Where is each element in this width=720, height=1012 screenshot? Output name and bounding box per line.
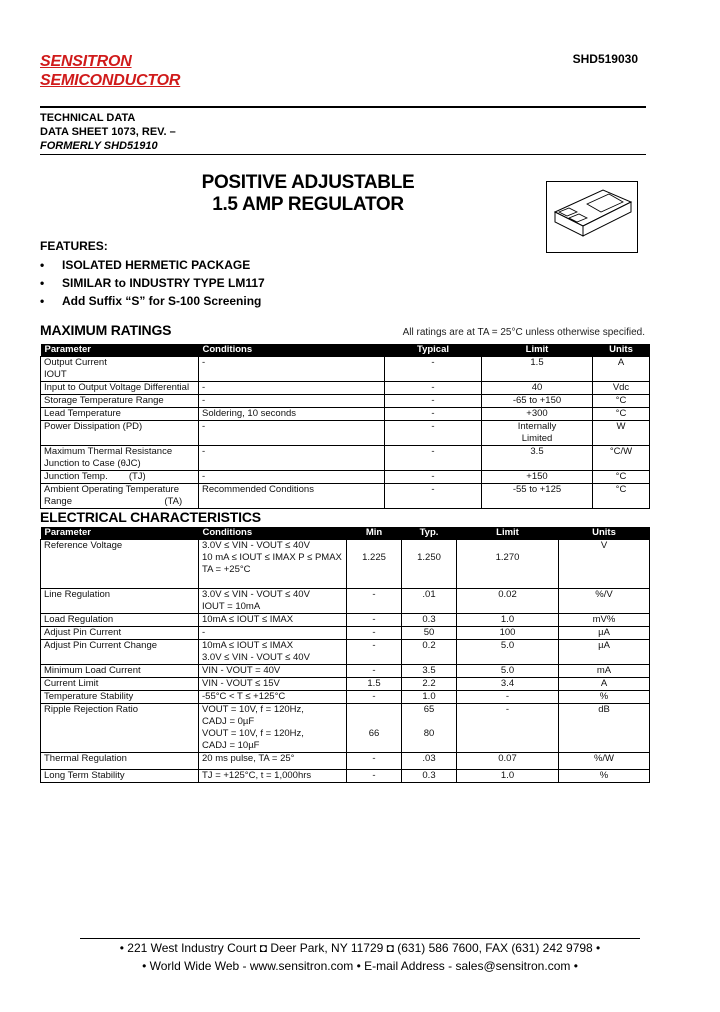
- table-cell: °C: [593, 395, 650, 408]
- table-row: [41, 357, 650, 382]
- table-row: [41, 540, 650, 589]
- table-row: [41, 627, 650, 640]
- table-cell: Line Regulation: [41, 589, 199, 614]
- table-cell: V: [559, 540, 650, 589]
- table-cell: 40: [482, 382, 593, 395]
- table-cell: Vdc: [593, 382, 650, 395]
- table-cell: A: [593, 357, 650, 382]
- table-cell: -: [199, 627, 347, 640]
- table-cell: Soldering, 10 seconds: [199, 408, 385, 421]
- column-header: Conditions: [199, 344, 385, 357]
- table-cell: Internally Limited: [482, 421, 593, 446]
- table-row: [41, 446, 650, 471]
- package-illustration: [546, 181, 638, 253]
- table-cell: .03: [402, 753, 457, 770]
- table-cell: -: [347, 640, 402, 665]
- footer-contact: • World Wide Web - www.sensitron.com • E-mail Address - sales@sensitron.com •: [142, 959, 578, 973]
- table-row: [41, 640, 650, 665]
- table-cell: Adjust Pin Current: [41, 627, 199, 640]
- electrical-table: [40, 527, 650, 783]
- table-cell: Maximum Thermal Resistance Junction to Case (θJC): [41, 446, 199, 471]
- table-row: [41, 678, 650, 691]
- table-cell: VIN - VOUT = 40V: [199, 665, 347, 678]
- table-cell: -: [347, 691, 402, 704]
- table-cell: VIN - VOUT ≤ 15V: [199, 678, 347, 691]
- table-cell: -55°C < T ≤ +125°C: [199, 691, 347, 704]
- table-cell: 5.0: [457, 640, 559, 665]
- table-cell: 1.270: [457, 540, 559, 589]
- ratings-note: All ratings are at TA = 25°C unless otherwise specified.: [402, 327, 645, 338]
- company-name-line2: SEMICONDUCTOR: [40, 72, 181, 89]
- table-cell: -: [199, 357, 385, 382]
- table-cell: mV%: [559, 614, 650, 627]
- table-cell: -: [457, 691, 559, 704]
- feature-item: • Add Suffix “S” for S-100 Screening: [40, 294, 262, 308]
- table-cell: -: [199, 395, 385, 408]
- table-cell: -: [385, 408, 482, 421]
- column-header: Typ.: [402, 527, 457, 540]
- table-cell: -: [385, 421, 482, 446]
- table-row: [41, 408, 650, 421]
- footer-divider: [80, 938, 640, 939]
- table-row: [41, 704, 650, 753]
- max-ratings-heading: MAXIMUM RATINGS: [40, 322, 172, 338]
- table-row: [41, 753, 650, 770]
- feature-item: • SIMILAR to INDUSTRY TYPE LM117: [40, 276, 265, 290]
- table-cell: 1.5: [482, 357, 593, 382]
- table-cell: Recommended Conditions: [199, 484, 385, 509]
- table-cell: 1.0: [402, 691, 457, 704]
- table-cell: %: [559, 770, 650, 783]
- table-cell: 3.5: [482, 446, 593, 471]
- table-cell: Input to Output Voltage Differential: [41, 382, 199, 395]
- table-cell: 65 80: [402, 704, 457, 753]
- company-name-line1: SENSITRON: [40, 53, 132, 70]
- title-line2: 1.5 AMP REGULATOR: [212, 194, 404, 215]
- table-cell: -: [199, 446, 385, 471]
- footer-address: • 221 West Industry Court ◘ Deer Park, NY 11729 ◘ (631) 586 7600, FAX (631) 242 9798 •: [119, 941, 601, 955]
- column-header: Conditions: [199, 527, 347, 540]
- table-cell: Lead Temperature: [41, 408, 199, 421]
- table-cell: Ambient Operating Temperature Range (TA): [41, 484, 199, 509]
- table-cell: 0.3: [402, 614, 457, 627]
- datasheet-number: DATA SHEET 1073, REV. –: [40, 126, 176, 138]
- table-cell: -: [347, 753, 402, 770]
- table-cell: Reference Voltage: [41, 540, 199, 589]
- table-cell: -: [385, 484, 482, 509]
- table-cell: Load Regulation: [41, 614, 199, 627]
- table-cell: Junction Temp. (TJ): [41, 471, 199, 484]
- table-cell: %/V: [559, 589, 650, 614]
- table-cell: 1.0: [457, 770, 559, 783]
- table-cell: 20 ms pulse, TA = 25°: [199, 753, 347, 770]
- table-cell: 100: [457, 627, 559, 640]
- package-drawing-icon: [547, 182, 637, 252]
- table-row: [41, 382, 650, 395]
- table-cell: 10mA ≤ IOUT ≤ IMAX 3.0V ≤ VIN - VOUT ≤ 40V: [199, 640, 347, 665]
- column-header: Units: [559, 527, 650, 540]
- bullet-icon: •: [40, 276, 45, 290]
- table-cell: .01: [402, 589, 457, 614]
- table-cell: 0.2: [402, 640, 457, 665]
- table-cell: °C: [593, 471, 650, 484]
- table-cell: -: [347, 589, 402, 614]
- table-cell: %/W: [559, 753, 650, 770]
- former-part-number: FORMERLY SHD51910: [40, 140, 158, 152]
- table-cell: -: [385, 395, 482, 408]
- table-header-row: [41, 344, 650, 357]
- table-cell: +150: [482, 471, 593, 484]
- table-cell: -65 to +150: [482, 395, 593, 408]
- table-cell: 2.2: [402, 678, 457, 691]
- table-cell: Storage Temperature Range: [41, 395, 199, 408]
- table-cell: 50: [402, 627, 457, 640]
- column-header: Limit: [482, 344, 593, 357]
- table-cell: -: [385, 446, 482, 471]
- table-cell: dB: [559, 704, 650, 753]
- table-cell: µA: [559, 627, 650, 640]
- table-cell: °C/W: [593, 446, 650, 471]
- table-cell: 10mA ≤ IOUT ≤ IMAX: [199, 614, 347, 627]
- table-row: [41, 421, 650, 446]
- table-cell: -: [347, 614, 402, 627]
- table-row: [41, 484, 650, 509]
- table-cell: Output Current IOUT: [41, 357, 199, 382]
- doc-info-divider: [40, 154, 646, 155]
- column-header: Parameter: [41, 527, 199, 540]
- table-cell: +300: [482, 408, 593, 421]
- title-line1: POSITIVE ADJUSTABLE: [201, 172, 415, 193]
- table-cell: 3.4: [457, 678, 559, 691]
- table-row: [41, 614, 650, 627]
- table-cell: -: [385, 382, 482, 395]
- document-info: [40, 111, 176, 153]
- table-cell: Thermal Regulation: [41, 753, 199, 770]
- table-row: [41, 589, 650, 614]
- table-cell: -55 to +125: [482, 484, 593, 509]
- table-cell: Temperature Stability: [41, 691, 199, 704]
- electrical-heading: ELECTRICAL CHARACTERISTICS: [40, 509, 261, 525]
- features-section: [40, 239, 265, 308]
- table-cell: mA: [559, 665, 650, 678]
- table-row: [41, 665, 650, 678]
- table-cell: -: [199, 471, 385, 484]
- table-cell: °C: [593, 484, 650, 509]
- table-cell: -: [199, 421, 385, 446]
- table-cell: -: [457, 704, 559, 753]
- table-cell: -: [385, 471, 482, 484]
- table-cell: Adjust Pin Current Change: [41, 640, 199, 665]
- column-header: Parameter: [41, 344, 199, 357]
- column-header: Min: [347, 527, 402, 540]
- table-cell: Power Dissipation (PD): [41, 421, 199, 446]
- table-cell: -: [347, 627, 402, 640]
- table-cell: °C: [593, 408, 650, 421]
- table-cell: VOUT = 10V, f = 120Hz, CADJ = 0µF VOUT = 10V, f = 120Hz, CADJ = 10µF: [199, 704, 347, 753]
- table-cell: W: [593, 421, 650, 446]
- table-cell: TJ = +125°C, t = 1,000hrs: [199, 770, 347, 783]
- column-header: Units: [593, 344, 650, 357]
- header-divider: [40, 106, 646, 108]
- table-cell: 3.0V ≤ VIN - VOUT ≤ 40V 10 mA ≤ IOUT ≤ IMAX P ≤ PMAX TA = +25°C: [199, 540, 347, 589]
- table-cell: 1.0: [457, 614, 559, 627]
- product-title: [140, 172, 476, 216]
- table-cell: -: [385, 357, 482, 382]
- table-cell: Current Limit: [41, 678, 199, 691]
- table-cell: 0.3: [402, 770, 457, 783]
- bullet-icon: •: [40, 294, 45, 308]
- table-row: [41, 471, 650, 484]
- table-row: [41, 770, 650, 783]
- table-cell: %: [559, 691, 650, 704]
- table-cell: 0.02: [457, 589, 559, 614]
- table-cell: 1.5: [347, 678, 402, 691]
- table-cell: 0.07: [457, 753, 559, 770]
- table-cell: 66: [347, 704, 402, 753]
- table-cell: Minimum Load Current: [41, 665, 199, 678]
- table-cell: Ripple Rejection Ratio: [41, 704, 199, 753]
- table-cell: 3.5: [402, 665, 457, 678]
- table-cell: 1.250: [402, 540, 457, 589]
- tech-data-label: TECHNICAL DATA: [40, 112, 136, 124]
- max-ratings-table: [40, 344, 650, 509]
- column-header: Limit: [457, 527, 559, 540]
- table-cell: -: [199, 382, 385, 395]
- table-cell: 5.0: [457, 665, 559, 678]
- feature-item: • ISOLATED HERMETIC PACKAGE: [40, 258, 251, 272]
- table-cell: Long Term Stability: [41, 770, 199, 783]
- table-cell: -: [347, 665, 402, 678]
- table-row: [41, 691, 650, 704]
- column-header: Typical: [385, 344, 482, 357]
- features-heading: FEATURES:: [40, 239, 108, 253]
- table-cell: -: [347, 770, 402, 783]
- part-number: SHD519030: [572, 52, 638, 66]
- table-row: [41, 395, 650, 408]
- table-header-row: [41, 527, 650, 540]
- table-cell: µA: [559, 640, 650, 665]
- bullet-icon: •: [40, 258, 45, 272]
- table-cell: 1.225: [347, 540, 402, 589]
- table-cell: 3.0V ≤ VIN - VOUT ≤ 40V IOUT = 10mA: [199, 589, 347, 614]
- table-cell: A: [559, 678, 650, 691]
